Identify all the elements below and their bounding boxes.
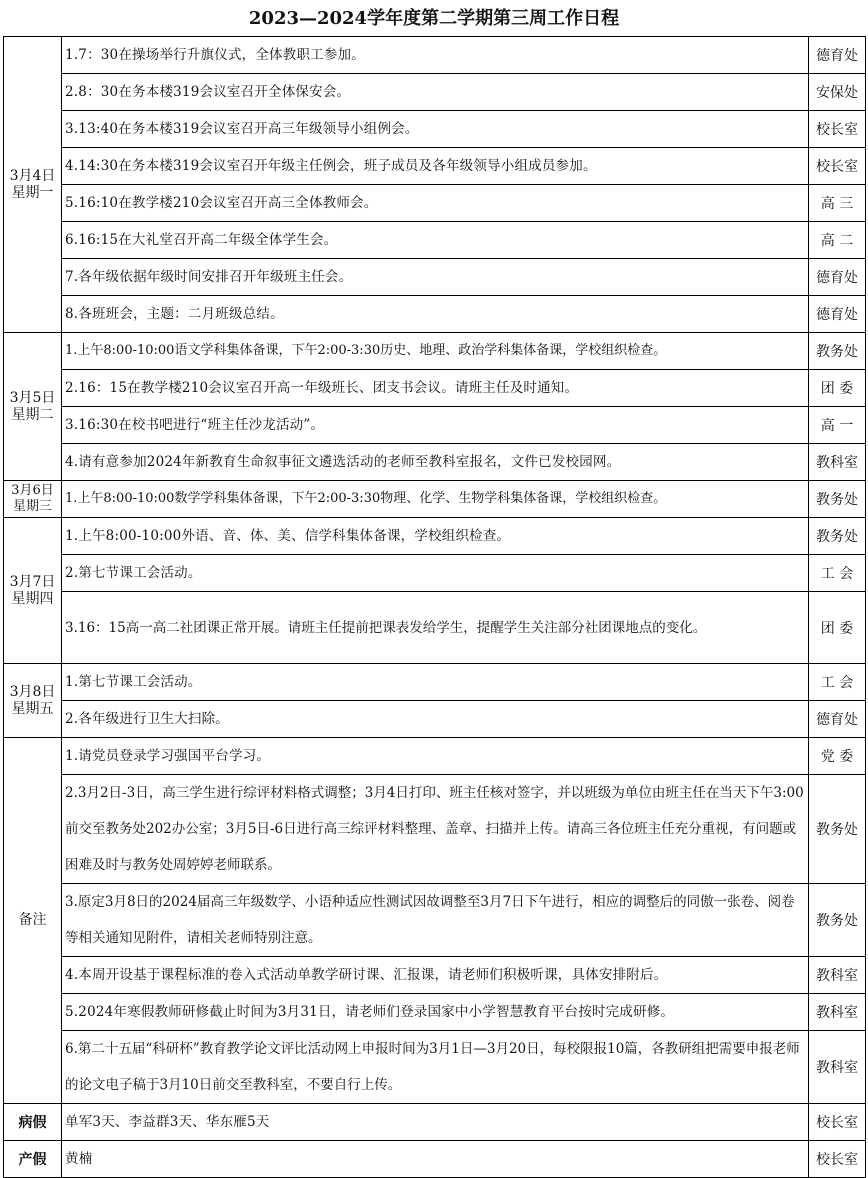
table-row	[4, 1141, 866, 1178]
dept-cell: 校长室	[809, 148, 866, 185]
schedule-item: 4.请有意参加2024年新教育生命叙事征文遴选活动的老师至教科室报名，文件已发校园网。	[62, 444, 809, 481]
dept-cell: 校长室	[809, 1104, 866, 1141]
dept-cell: 教务处	[809, 333, 866, 370]
schedule-item: 8.各班班会，主题：二月班级总结。	[62, 296, 809, 333]
dept-cell: 团 委	[809, 370, 866, 407]
table-row	[4, 111, 866, 148]
day-cell-wednesday	[4, 481, 62, 518]
sick-leave-label: 病假	[4, 1104, 62, 1141]
table-row	[4, 884, 866, 957]
dept-cell: 高 二	[809, 222, 866, 259]
table-row	[4, 333, 866, 370]
maternity-leave-label: 产假	[4, 1141, 62, 1178]
dept-cell: 安保处	[809, 74, 866, 111]
day-weekday: 星期一	[11, 184, 54, 201]
table-row	[4, 592, 866, 664]
table-row	[4, 74, 866, 111]
day-cell-thursday	[4, 518, 62, 664]
table-row	[4, 37, 866, 74]
table-row	[4, 259, 866, 296]
schedule-item: 2.第七节课工会活动。	[62, 555, 809, 592]
dept-cell: 工 会	[809, 664, 866, 701]
dept-cell: 教科室	[809, 1031, 866, 1104]
table-row	[4, 1104, 866, 1141]
day-date: 3月6日	[11, 483, 54, 498]
page-title: 2023—2024学年度第二学期第三周工作日程	[248, 8, 620, 29]
schedule-table	[3, 36, 866, 1178]
sick-leave-text: 单军3天、李益群3天、华东雁5天	[62, 1104, 809, 1141]
day-cell-friday	[4, 664, 62, 738]
table-row	[4, 444, 866, 481]
schedule-item: 3.16:30在校书吧进行“班主任沙龙活动”。	[62, 407, 809, 444]
note-item: 2.3月2日-3日，高三学生进行综评材料格式调整；3月4日打印、班主任核对签字，并以班级为单位由班主任在当天下午3:00前交至教务处202办公室；3月5日-6日进行高三综评材料整理、盖章、扫描并上传。请高三各位班主任充分重视，有问题或困难及时与教务处周婷婷老师联系。	[62, 775, 809, 884]
table-row	[4, 370, 866, 407]
dept-cell: 高 一	[809, 407, 866, 444]
schedule-item: 1.第七节课工会活动。	[62, 664, 809, 701]
table-row	[4, 222, 866, 259]
table-row	[4, 296, 866, 333]
table-row	[4, 407, 866, 444]
table-row	[4, 185, 866, 222]
table-row	[4, 957, 866, 994]
day-date: 3月5日	[9, 389, 56, 406]
dept-cell: 教科室	[809, 957, 866, 994]
schedule-item: 3.13:40在务本楼319会议室召开高三年级领导小组例会。	[62, 111, 809, 148]
day-cell-tuesday	[4, 333, 62, 481]
table-row	[4, 1031, 866, 1104]
table-row	[4, 481, 866, 518]
schedule-item: 4.14:30在务本楼319会议室召开年级主任例会，班子成员及各年级领导小组成员参加。	[62, 148, 809, 185]
schedule-item: 7.各年级依据年级时间安排召开年级班主任会。	[62, 259, 809, 296]
dept-cell: 党 委	[809, 738, 866, 775]
note-item: 3.原定3月8日的2024届高三年级数学、小语种适应性测试因故调整至3月7日下午进行，相应的调整后的同傲一张卷、阅卷等相关通知见附件，请相关老师特别注意。	[62, 884, 809, 957]
day-date: 3月8日	[9, 683, 56, 700]
schedule-item: 1.上午8:00-10:00数学学科集体备课，下午2:00-3:30物理、化学、生物学科集体备课，学校组织检查。	[62, 481, 809, 518]
day-weekday: 星期三	[12, 499, 52, 514]
day-weekday: 星期五	[11, 700, 54, 717]
dept-cell: 德育处	[809, 37, 866, 74]
table-row	[4, 518, 866, 555]
schedule-item: 5.16:10在教学楼210会议室召开高三全体教师会。	[62, 185, 809, 222]
schedule-item: 2.8：30在务本楼319会议室召开全体保安会。	[62, 74, 809, 111]
dept-cell: 教科室	[809, 444, 866, 481]
table-row	[4, 738, 866, 775]
maternity-leave-text: 黄楠	[62, 1141, 809, 1178]
schedule-item: 2.各年级进行卫生大扫除。	[62, 701, 809, 738]
schedule-item: 1.上午8:00-10:00语文学科集体备课，下午2:00-3:30历史、地理、政治学科集体备课，学校组织检查。	[62, 333, 809, 370]
dept-cell: 教务处	[809, 481, 866, 518]
dept-cell: 德育处	[809, 701, 866, 738]
dept-cell: 校长室	[809, 111, 866, 148]
day-weekday: 星期二	[11, 406, 54, 423]
schedule-item: 2.16：15在教学楼210会议室召开高一年级班长、团支书会议。请班主任及时通知。	[62, 370, 809, 407]
schedule-item: 1.上午8:00-10:00外语、音、体、美、信学科集体备课，学校组织检查。	[62, 518, 809, 555]
day-date: 3月4日	[9, 167, 56, 184]
note-item: 4.本周开设基于课程标准的卷入式活动单教学研讨课、汇报课，请老师们积极听课，具体安排附后。	[62, 957, 809, 994]
dept-cell: 德育处	[809, 259, 866, 296]
dept-cell: 校长室	[809, 1141, 866, 1178]
dept-cell: 教务处	[809, 884, 866, 957]
table-row	[4, 994, 866, 1031]
table-row	[4, 555, 866, 592]
dept-cell: 德育处	[809, 296, 866, 333]
dept-cell: 工 会	[809, 555, 866, 592]
note-item: 6.第二十五届“科研杯”教育教学论文评比活动网上申报时间为3月1日—3月20日，每校限报10篇，各教研组把需要申报老师的论文电子稿于3月10日前交至教科室，不要自行上传。	[62, 1031, 809, 1104]
dept-cell: 教科室	[809, 994, 866, 1031]
table-row	[4, 148, 866, 185]
day-cell-monday	[4, 37, 62, 333]
table-row	[4, 775, 866, 884]
table-row	[4, 701, 866, 738]
day-date: 3月7日	[9, 573, 56, 590]
note-item: 5.2024年寒假教师研修截止时间为3月31日，请老师们登录国家中小学智慧教育平台按时完成研修。	[62, 994, 809, 1031]
schedule-item: 1.7：30在操场举行升旗仪式，全体教职工参加。	[62, 37, 809, 74]
dept-cell: 教务处	[809, 518, 866, 555]
schedule-item: 3.16：15高一高二社团课正常开展。请班主任提前把课表发给学生，提醒学生关注部分社团课地点的变化。	[62, 592, 809, 664]
dept-cell: 团 委	[809, 592, 866, 664]
dept-cell: 教务处	[809, 775, 866, 884]
note-item: 1.请党员登录学习强国平台学习。	[62, 738, 809, 775]
dept-cell: 高 三	[809, 185, 866, 222]
table-row	[4, 664, 866, 701]
day-weekday: 星期四	[11, 590, 54, 607]
notes-label: 备注	[4, 738, 62, 1104]
schedule-item: 6.16:15在大礼堂召开高二年级全体学生会。	[62, 222, 809, 259]
